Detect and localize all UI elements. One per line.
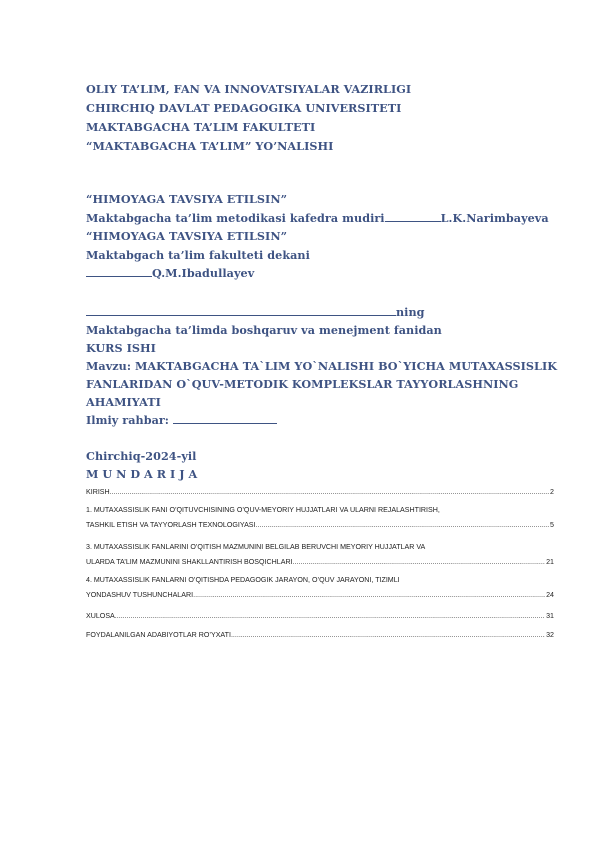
- toc-page-number: 32: [546, 631, 554, 639]
- toc-item[interactable]: [86, 543, 554, 566]
- toc-leader: [293, 558, 546, 566]
- dean-name: Q.M.Ibadullayev: [152, 266, 255, 280]
- toc-item-title: YONDASHUV TUSHUNCHALARI: [86, 591, 194, 599]
- toc-item-title: 1. MUTAXASSISLIK FANI O’QITUVCHISINING O’QUV-MEYORIY HUJJATLARI VA ULARNI REJALASHTIRISH,: [86, 506, 440, 514]
- chair-approval-line: [86, 211, 549, 225]
- toc-page-number: 21: [546, 558, 554, 566]
- chair-name: L.K.Narimbayeva: [440, 211, 549, 225]
- toc-item[interactable]: [86, 631, 554, 639]
- toc-item-title: ULARDA TA’LIM MAZMUNINI SHAKLLANTIRISH BOSQICHLARI: [86, 558, 293, 566]
- signature-blank: [385, 212, 441, 222]
- ministry-name: OLIY TA’LIM, FAN VA INNOVATSIYALAR VAZIRLIGI: [86, 82, 412, 96]
- toc-item-title: FOYDALANILGAN ADABIYOTLAR RO’YXATI: [86, 631, 231, 639]
- supervisor-line: [86, 413, 277, 427]
- toc-leader: [110, 488, 549, 496]
- topic-line-2: FANLARIDAN O`QUV-METODIK KOMPLEKSLAR TAYYORLASHNING: [86, 377, 519, 391]
- toc-item[interactable]: [86, 576, 554, 599]
- topic-line-1: Mavzu: MAKTABGACHA TA`LIM YO`NALISHI BO`YICHA MUTAXASSISLIK: [86, 359, 558, 373]
- toc-title: M U N D A R I J A: [86, 467, 198, 481]
- toc-item-title: 4. MUTAXASSISLIK FANLARNI O’QITISHDA PEDAGOGIK JARAYON, O’QUV JARAYONI, TIZIMLI: [86, 576, 400, 584]
- toc-item-title: 3. MUTAXASSISLIK FANLARINI O’QITISH MAZMUNINI BELGILAB BERUVCHI MEYORIY HUJJATLAR VA: [86, 543, 426, 551]
- toc-item[interactable]: [86, 488, 554, 496]
- toc-item-title: KIRISH: [86, 488, 110, 496]
- toc-item[interactable]: [86, 506, 554, 529]
- signature-blank: [86, 267, 152, 277]
- author-suffix: ning: [396, 305, 425, 319]
- university-name: CHIRCHIQ DAVLAT PEDAGOGIKA UNIVERSITETI: [86, 101, 402, 115]
- place-year: Chirchiq-2024-yil: [86, 449, 197, 463]
- toc-leader: [231, 631, 545, 639]
- supervisor-blank: [173, 414, 277, 424]
- topic-line-3: AHAMIYATI: [86, 395, 161, 409]
- supervisor-label: Ilmiy rahbar:: [86, 413, 169, 427]
- toc-leader: [115, 612, 545, 620]
- toc-item[interactable]: [86, 612, 554, 620]
- subject-line: Maktabgacha ta’limda boshqaruv va menejment fanidan: [86, 323, 442, 337]
- toc-item-title: XULOSA: [86, 612, 115, 620]
- approval-stamp-1: “HIMOYAGA TAVSIYA ETILSIN”: [86, 192, 288, 206]
- faculty-name: MAKTABGACHA TA’LIM FAKULTETI: [86, 120, 316, 134]
- chair-title: Maktabgacha ta’lim metodikasi kafedra mudiri: [86, 211, 385, 225]
- dean-title: Maktabgach ta’lim fakulteti dekani: [86, 248, 310, 262]
- toc-page-number: 31: [546, 612, 554, 620]
- approval-stamp-2: “HIMOYAGA TAVSIYA ETILSIN”: [86, 229, 288, 243]
- author-line: [86, 305, 425, 319]
- toc-leader: [193, 591, 545, 599]
- program-name: “MAKTABGACHA TA’LIM” YO’NALISHI: [86, 139, 334, 153]
- toc-page-number: 2: [550, 488, 554, 496]
- toc-page-number: 24: [546, 591, 554, 599]
- toc-leader: [256, 521, 550, 529]
- author-name-blank: [86, 306, 396, 316]
- toc-item-title: TASHKIL ETISH VA TAYYORLASH TEXNOLOGIYASI: [86, 521, 256, 529]
- dean-approval-line: [86, 266, 254, 280]
- toc-page-number: 5: [550, 521, 554, 529]
- work-type: KURS ISHI: [86, 341, 156, 355]
